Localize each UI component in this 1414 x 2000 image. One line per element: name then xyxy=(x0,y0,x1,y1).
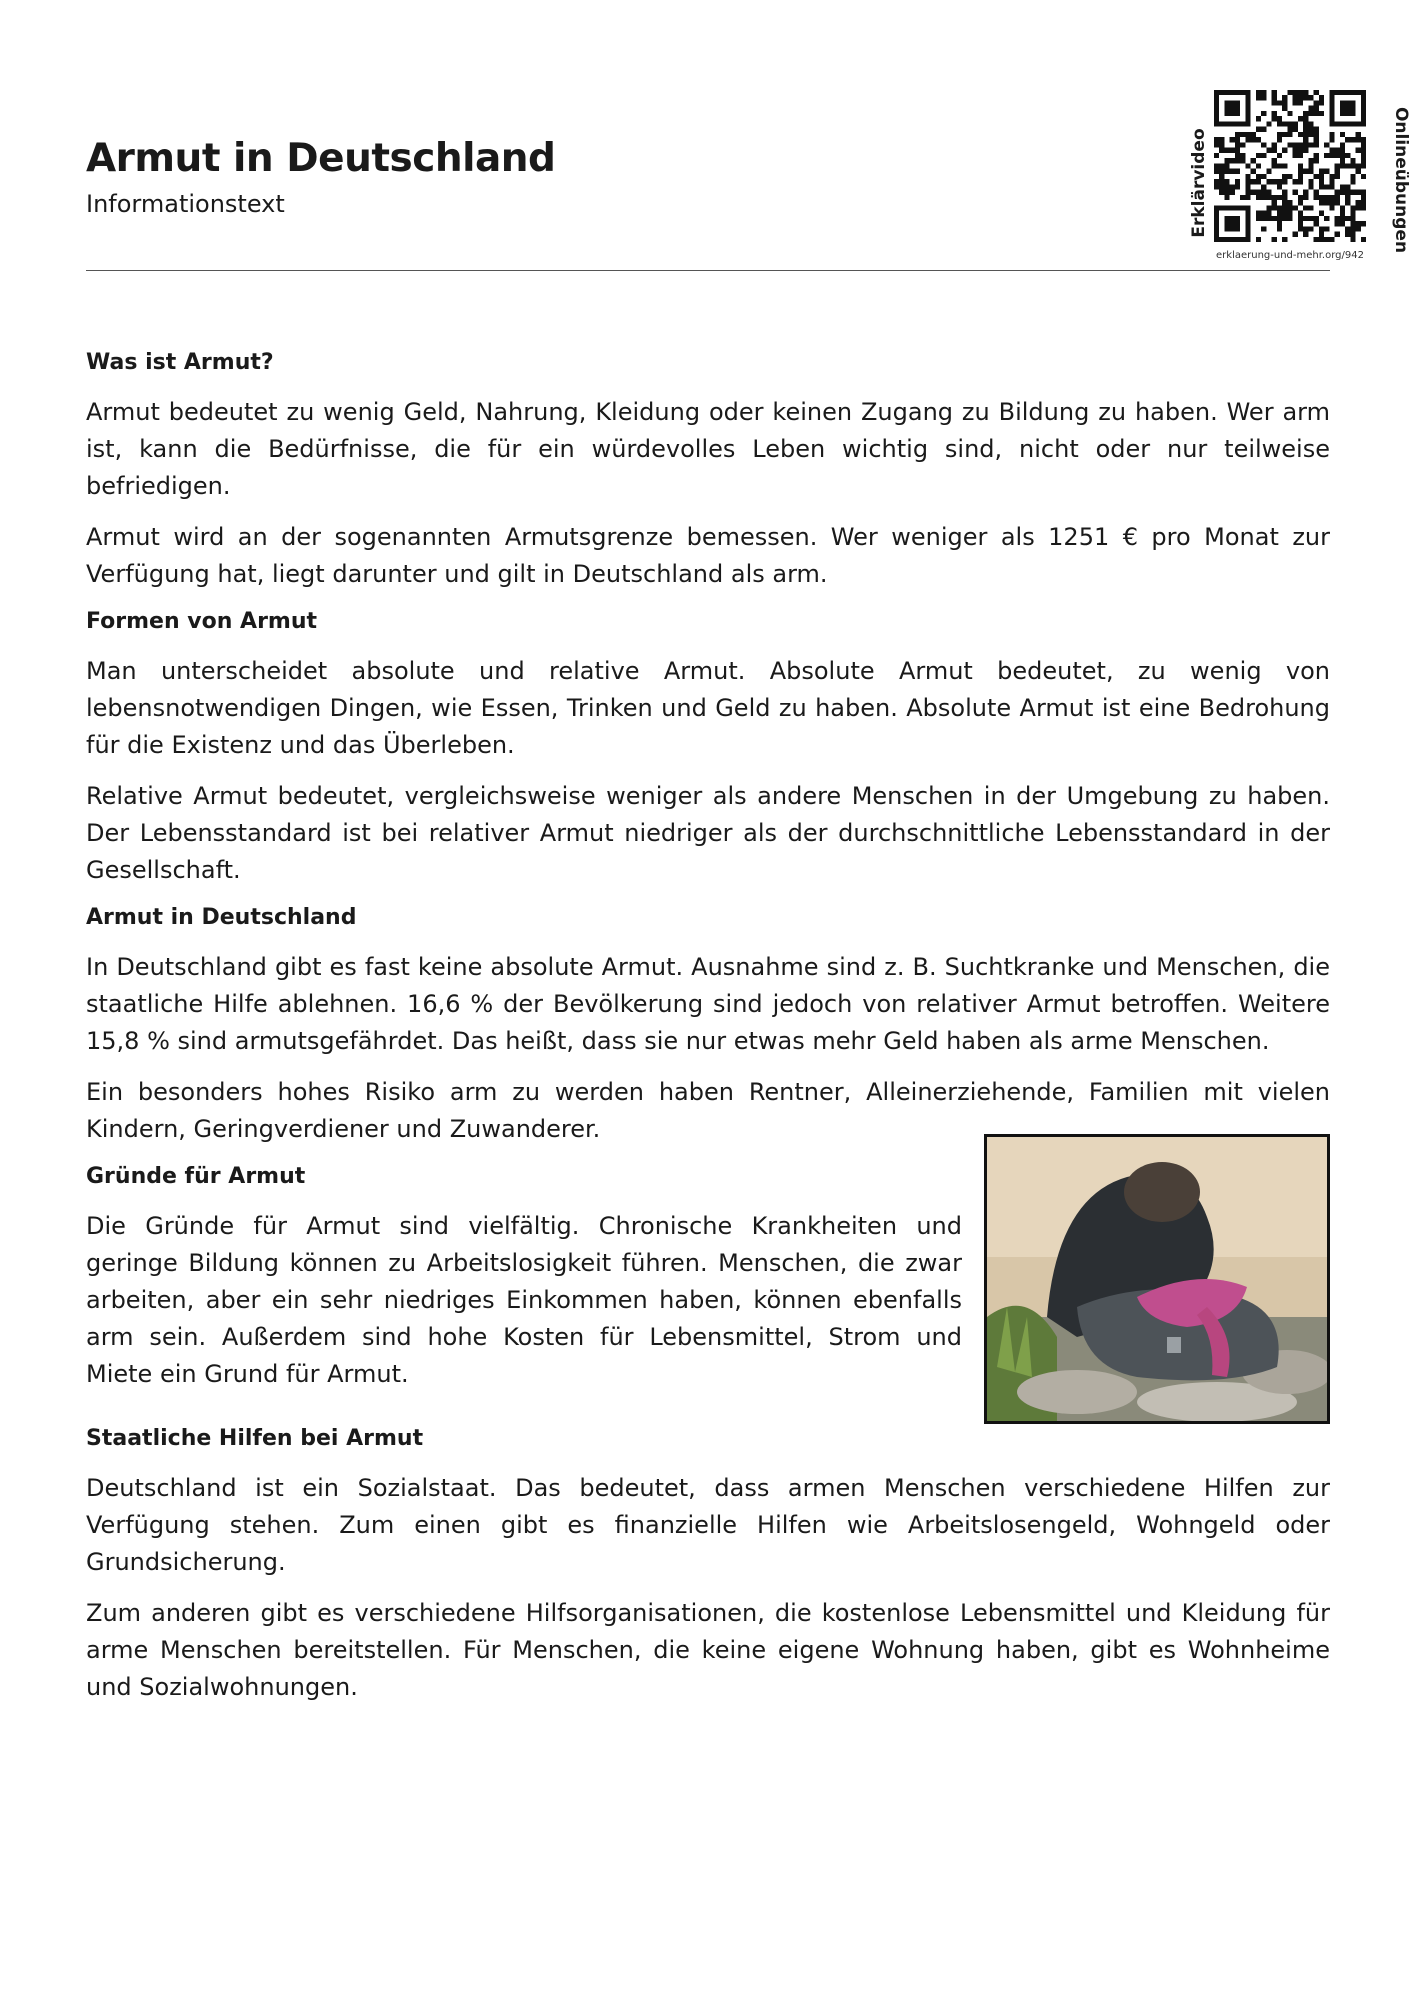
page-header xyxy=(86,0,1411,272)
section-armut-in-deutschland xyxy=(86,903,1330,1148)
section-formen-von-armut xyxy=(86,607,1330,889)
paragraph: Deutschland ist ein Sozialstaat. Das bedeutet, dass armen Menschen verschiedene Hilfen zur Verfügung stehen. Zum einen gibt es finanzielle Hilfen wie Arbeitslosengeld, Wohngeld oder Grundsicherung. xyxy=(86,1474,1330,1576)
video-label-text: Erklärvideo xyxy=(1189,128,1209,238)
qr-caption[interactable]: erklaerung-und-mehr.org/942 xyxy=(1216,250,1364,261)
paragraph: Armut wird an der sogenannten Armutsgrenze bemessen. Wer weniger als 1251 € pro Monat zur Verfügung hat, liegt darunter und gilt in Deutschland als arm. xyxy=(86,523,1330,588)
paragraph: Die Gründe für Armut sind vielfältig. Chronische Krankheiten und geringe Bildung können zu Arbeitslosigkeit führen. Menschen, die zwar arbeiten, aber ein sehr niedriges Einkommen haben, können ebenfalls arm sein. Außerdem sind hohe Kosten für Lebensmittel, Strom und Miete ein Grund für Armut. xyxy=(86,1212,962,1388)
main-content xyxy=(86,348,1330,1720)
paragraph: Man unterscheidet absolute und relative Armut. Absolute Armut bedeutet, zu wenig von lebensnotwendigen Dingen, wie Essen, Trinken und Geld zu haben. Absolute Armut ist eine Bedrohung für die Existenz und das Überleben. xyxy=(86,657,1330,759)
section-heading: Formen von Armut xyxy=(86,609,318,634)
video-label[interactable] xyxy=(1184,128,1214,238)
section-staatliche-hilfen xyxy=(86,1424,1330,1706)
paragraph: Zum anderen gibt es verschiedene Hilfsorganisationen, die kostenlose Lebensmittel und Kleidung für arme Menschen bereitstellen. Für Menschen, die keine eigene Wohnung haben, gibt es Wohnheime und Sozialwohnungen. xyxy=(86,1599,1330,1701)
qr-code-icon[interactable] xyxy=(1214,90,1366,242)
section-heading: Was ist Armut? xyxy=(86,350,274,375)
paragraph: Relative Armut bedeutet, vergleichsweise weniger als andere Menschen in der Umgebung zu haben. Der Lebensstandard ist bei relativer Armut niedriger als der durchschnittliche Lebensstandard in der Gesellschaft. xyxy=(86,782,1330,884)
homeless-person-photo xyxy=(984,1134,1330,1424)
paragraph: Armut bedeutet zu wenig Geld, Nahrung, Kleidung oder keinen Zugang zu Bildung zu haben. Wer arm ist, kann die Bedürfnisse, die für ein würdevolles Leben wichtig sind, nicht oder nur teilweise befriedigen. xyxy=(86,398,1330,500)
section-text xyxy=(86,1162,962,1424)
header-divider xyxy=(86,270,1330,271)
section-heading: Staatliche Hilfen bei Armut xyxy=(86,1426,424,1451)
section-gruende-fuer-armut xyxy=(86,1162,1330,1424)
section-heading: Gründe für Armut xyxy=(86,1164,306,1189)
paragraph: In Deutschland gibt es fast keine absolute Armut. Ausnahme sind z. B. Suchtkranke und Menschen, die staatliche Hilfe ablehnen. 16,6 % der Bevölkerung sind jedoch von relativer Armut betroffen. Weitere 15,8 % sind armutsgefährdet. Das heißt, dass sie nur etwas mehr Geld haben als arme Menschen. xyxy=(86,953,1330,1055)
page-subtitle: Informationstext xyxy=(86,190,285,218)
section-was-ist-armut xyxy=(86,348,1330,593)
page-title: Armut in Deutschland xyxy=(86,136,556,181)
exercises-label-text: Onlineübungen xyxy=(1391,106,1411,254)
exercises-label[interactable] xyxy=(1386,100,1414,260)
paragraph: Ein besonders hohes Risiko arm zu werden haben Rentner, Alleinerziehende, Familien mit vielen Kindern, Geringverdiener und Zuwanderer. xyxy=(86,1078,1330,1143)
section-heading: Armut in Deutschland xyxy=(86,905,357,930)
